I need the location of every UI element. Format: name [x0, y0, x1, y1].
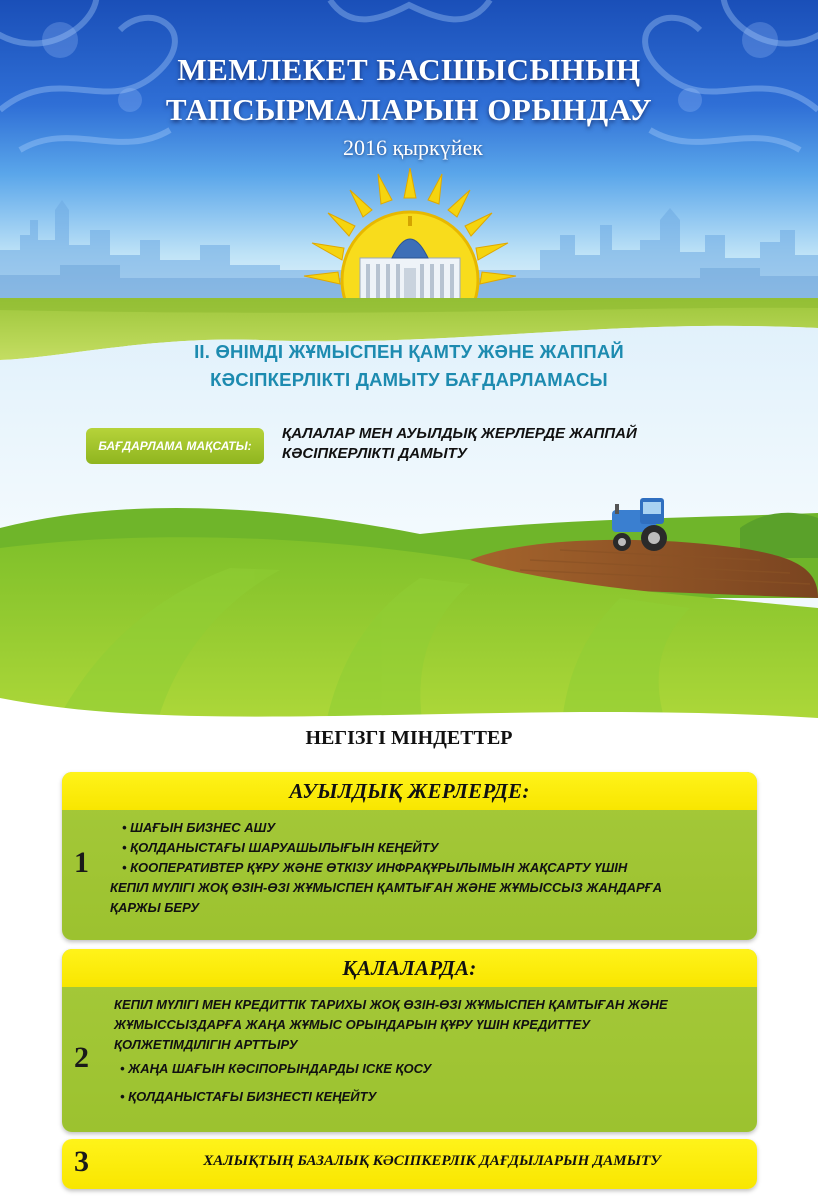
section-3-title: ХАЛЫҚТЫҢ БАЗАЛЫҚ КӘСІПКЕРЛІК ДАҒДЫЛАРЫН ДАМЫТУ — [203, 1153, 661, 1169]
task-section-3 — [62, 1139, 757, 1189]
header-banner — [0, 0, 818, 300]
section-1-line: • ҚОЛДАНЫСТАҒЫ ШАРУАШЫЛЫҒЫН КЕҢЕЙТУ — [122, 840, 439, 855]
section-1-line: • ШАҒЫН БИЗНЕС АШУ — [122, 820, 276, 835]
section-3-number: 3 — [74, 1145, 89, 1178]
section-1-line: КЕПІЛ МҮЛІГІ ЖОҚ ӨЗІН-ӨЗІ ЖҰМЫСПЕН ҚАМТЫҒАН ЖӘНЕ ЖҰМЫССЫЗ ЖАНДАРҒА — [110, 880, 663, 895]
section-2-line: ЖҰМЫССЫЗДАРҒА ЖАҢА ЖҰМЫС ОРЫНДАРЫН ҚҰРУ ҮШІН КРЕДИТТЕУ — [114, 1017, 591, 1032]
page-title — [0, 50, 818, 130]
task-section-1 — [62, 772, 757, 940]
title-line-2: ТАПСЫРМАЛАРЫН ОРЫНДАУ — [165, 92, 653, 127]
goal-line-2: КӘСІПКЕРЛІКТІ ДАМЫТУ — [282, 445, 467, 462]
section-1-title: АУЫЛДЫҚ ЖЕРЛЕРДЕ: — [62, 772, 757, 810]
section-2-line: ҚОЛЖЕТІМДІЛІГІН АРТТЫРУ — [114, 1037, 298, 1052]
section-1-line: ҚАРЖЫ БЕРУ — [110, 900, 200, 915]
tasks-heading: НЕГІЗГІ МІНДЕТТЕР — [305, 727, 513, 749]
landscape-section — [0, 298, 818, 758]
section-2-line: • ЖАҢА ШАҒЫН КӘСІПОРЫНДАРДЫ ІСКЕ ҚОСУ — [120, 1061, 432, 1076]
section-1-body — [110, 818, 752, 918]
program-title-line-1: ІІ. ӨНІМДІ ЖҰМЫСПЕН ҚАМТУ ЖӘНЕ ЖАППАЙ — [194, 341, 624, 362]
section-2-body — [114, 995, 750, 1107]
section-1-line: • КООПЕРАТИВТЕР ҚҰРУ ЖӘНЕ ӨТКІЗУ ИНФРАҚҰРЫЛЫМЫН ЖАҚСАРТУ ҮШІН — [122, 860, 628, 875]
section-2-line: КЕПІЛ МҮЛІГІ МЕН КРЕДИТТІК ТАРИХЫ ЖОҚ ӨЗІН-ӨЗІ ЖҰМЫСПЕН ҚАМТЫҒАН ЖӘНЕ — [114, 997, 668, 1012]
program-title-line-2: КӘСІПКЕРЛІКТІ ДАМЫТУ БАҒДАРЛАМАСЫ — [210, 369, 608, 390]
program-title — [0, 338, 818, 394]
section-2-line: • ҚОЛДАНЫСТАҒЫ БИЗНЕСТІ КЕҢЕЙТУ — [120, 1089, 377, 1104]
title-line-1: МЕМЛЕКЕТ БАСШЫСЫНЫҢ — [177, 52, 641, 87]
section-2-title: ҚАЛАЛАРДА: — [62, 949, 757, 987]
goal-text — [282, 424, 702, 464]
goal-label-badge: БАҒДАРЛАМА МАҚСАТЫ: — [86, 428, 264, 464]
goal-line-1: ҚАЛАЛАР МЕН АУЫЛДЫҚ ЖЕРЛЕРДЕ ЖАППАЙ — [282, 425, 637, 442]
section-1-number: 1 — [74, 846, 89, 879]
task-section-2 — [62, 949, 757, 1132]
sun-palace-logo-icon — [300, 168, 520, 300]
section-2-number: 2 — [74, 1041, 89, 1074]
date-subtitle: 2016 қыркүйек — [343, 135, 483, 160]
